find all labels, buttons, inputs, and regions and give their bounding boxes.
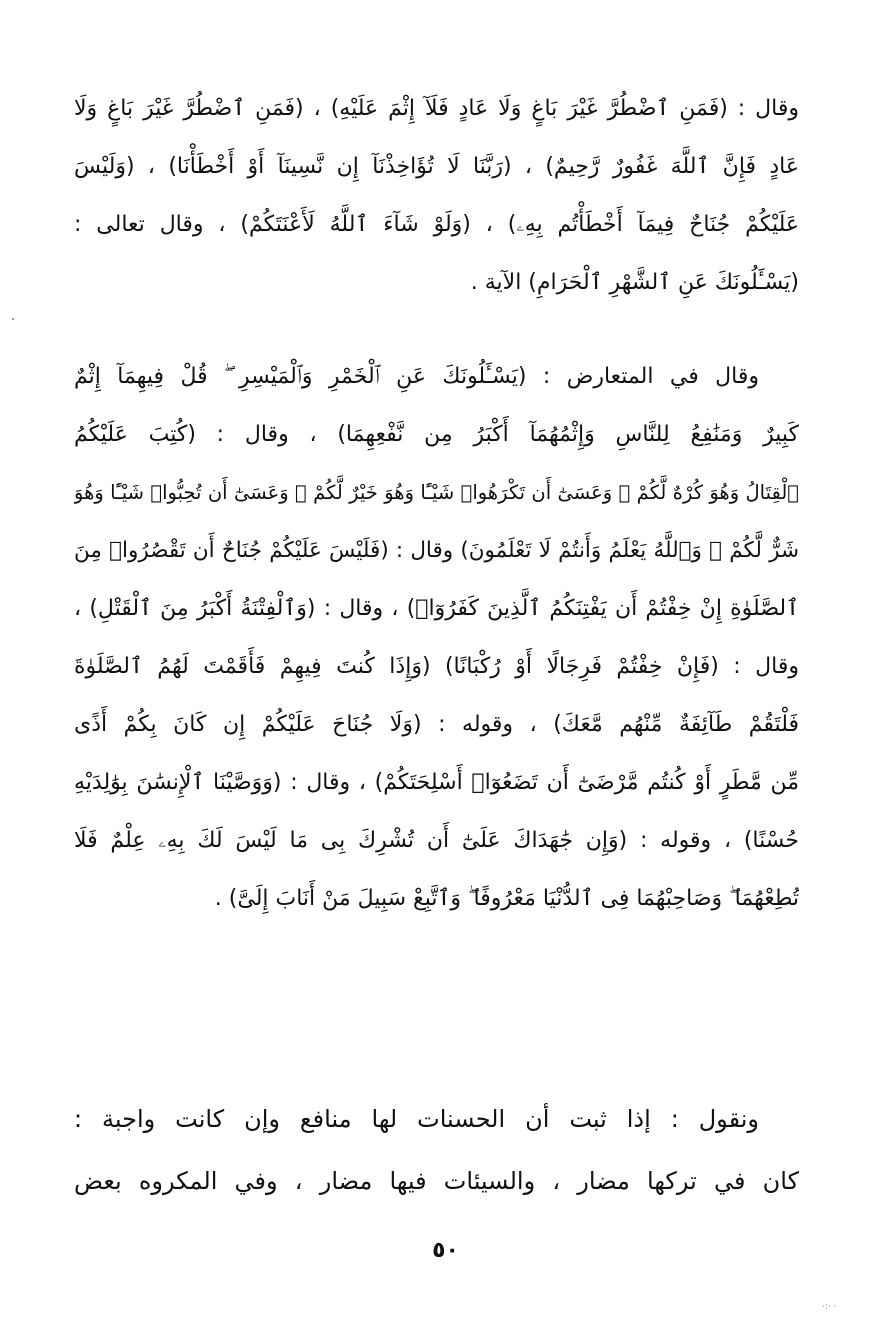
text-line: تُطِعْهُمَا ۖ وَصَاحِبْهُمَا فِى ٱلدُّنْيَا مَعْرُوفًا ۖ وَٱتَّبِعْ سَبِيلَ مَنْ أَنَابَ إِلَىَّ) . bbox=[214, 886, 799, 911]
text-line: ونقول : إذا ثبت أن الحسنات لها منافع وإن كانت واجبة : bbox=[74, 1105, 759, 1133]
text-line: مِّن مَّطَرٍ أَوْ كُنتُم مَّرْضَىٰٓ أَن تَضَعُوٓا۟ أَسْلِحَتَكُمْ) ، وقال : (وَوَصَّيْنَا ٱلْإِنسَٰنَ بِوَٰلِدَيْهِ bbox=[74, 770, 799, 795]
paragraph-3 bbox=[74, 1088, 799, 1212]
text-line: (يَسْـَٔلُونَكَ عَنِ ٱلشَّهْرِ ٱلْحَرَامِ) الآية . bbox=[470, 270, 799, 295]
text-line: وقال : (فَإِنْ خِفْتُمْ فَرِجَالًا أَوْ رُكْبَانًا) (وَإِذَا كُنتَ فِيهِمْ فَأَقَمْتَ لَهُمُ ٱلصَّلَوٰةَ bbox=[74, 654, 799, 679]
text-line: فَلْتَقُمْ طَآئِفَةٌ مِّنْهُم مَّعَكَ) ، وقوله : (وَلَا جُنَاحَ عَلَيْكُمْ إِن كَانَ بِكُمْ أَذًى bbox=[74, 712, 799, 737]
corner-mark: · ·:· bbox=[822, 1302, 837, 1312]
text-line: ٱلصَّلَوٰةِ إِنْ خِفْتُمْ أَن يَفْتِنَكُمُ ٱلَّذِينَ كَفَرُوٓا۟) ، وقال : (وَٱلْفِتْنَةُ أَكْبَرُ مِنَ ٱلْقَتْلِ) ، bbox=[74, 596, 799, 621]
text-line: عَادٍ فَإِنَّ ٱللَّهَ غَفُورٌ رَّحِيمٌ) ، (رَبَّنَا لَا تُؤَاخِذْنَآ إِن نَّسِينَآ أَوْ أَخْطَأْنَا) ، (وَلَيْسَ bbox=[74, 154, 799, 179]
scan-speck bbox=[12, 318, 14, 320]
text-line: ٱلْقِتَالُ وَهُوَ كُرْهٌ لَّكُمْ ۖ وَعَسَىٰٓ أَن تَكْرَهُوا۟ شَيْـًٔا وَهُوَ خَيْرٌ لَّكُمْ ۖ وَعَسَىٰٓ أَن تُحِبُّوا۟ شَيْـًٔا وَهُوَ bbox=[74, 481, 799, 504]
text-line: شَرٌّ لَّكُمْ ۗ وَٱللَّهُ يَعْلَمُ وَأَنتُمْ لَا تَعْلَمُونَ) وقال : (فَلَيْسَ عَلَيْكُمْ جُنَاحٌ أَن تَقْصُرُوا۟ مِنَ bbox=[74, 538, 799, 563]
paragraph-2 bbox=[74, 348, 799, 928]
text-line: كَبِيرٌ وَمَنَٰفِعُ لِلنَّاسِ وَإِثْمُهُمَآ أَكْبَرُ مِن نَّفْعِهِمَا) ، وقال : (كُتِبَ عَلَيْكُمُ bbox=[74, 422, 799, 447]
text-line: وقال : (فَمَنِ ٱضْطُرَّ غَيْرَ بَاغٍ وَلَا عَادٍ فَلَآ إِثْمَ عَلَيْهِ) ، (فَمَنِ ٱضْطُرَّ غَيْرَ بَاغٍ وَلَا bbox=[74, 96, 799, 121]
text-line: حُسْنًا) ، وقوله : (وَإِن جَٰهَدَاكَ عَلَىٰٓ أَن تُشْرِكَ بِى مَا لَيْسَ لَكَ بِهِۦ عِلْمٌ فَلَا bbox=[74, 828, 799, 853]
text-line: وقال في المتعارض : (يَسْـَٔلُونَكَ عَنِ ٱلْخَمْرِ وَٱلْمَيْسِرِ ۖ قُلْ فِيهِمَآ إِثْمٌ bbox=[74, 364, 759, 389]
text-line: كان في تركها مضار ، والسيئات فيها مضار ، وفي المكروه بعض bbox=[74, 1167, 799, 1195]
page-number: ٥٠ bbox=[432, 1238, 459, 1263]
text-line: عَلَيْكُمْ جُنَاحٌ فِيمَآ أَخْطَأْتُم بِهِۦ) ، (وَلَوْ شَآءَ ٱللَّهُ لَأَعْنَتَكُمْ) ، وقال تعالى : bbox=[74, 212, 799, 237]
paragraph-1 bbox=[74, 80, 799, 312]
